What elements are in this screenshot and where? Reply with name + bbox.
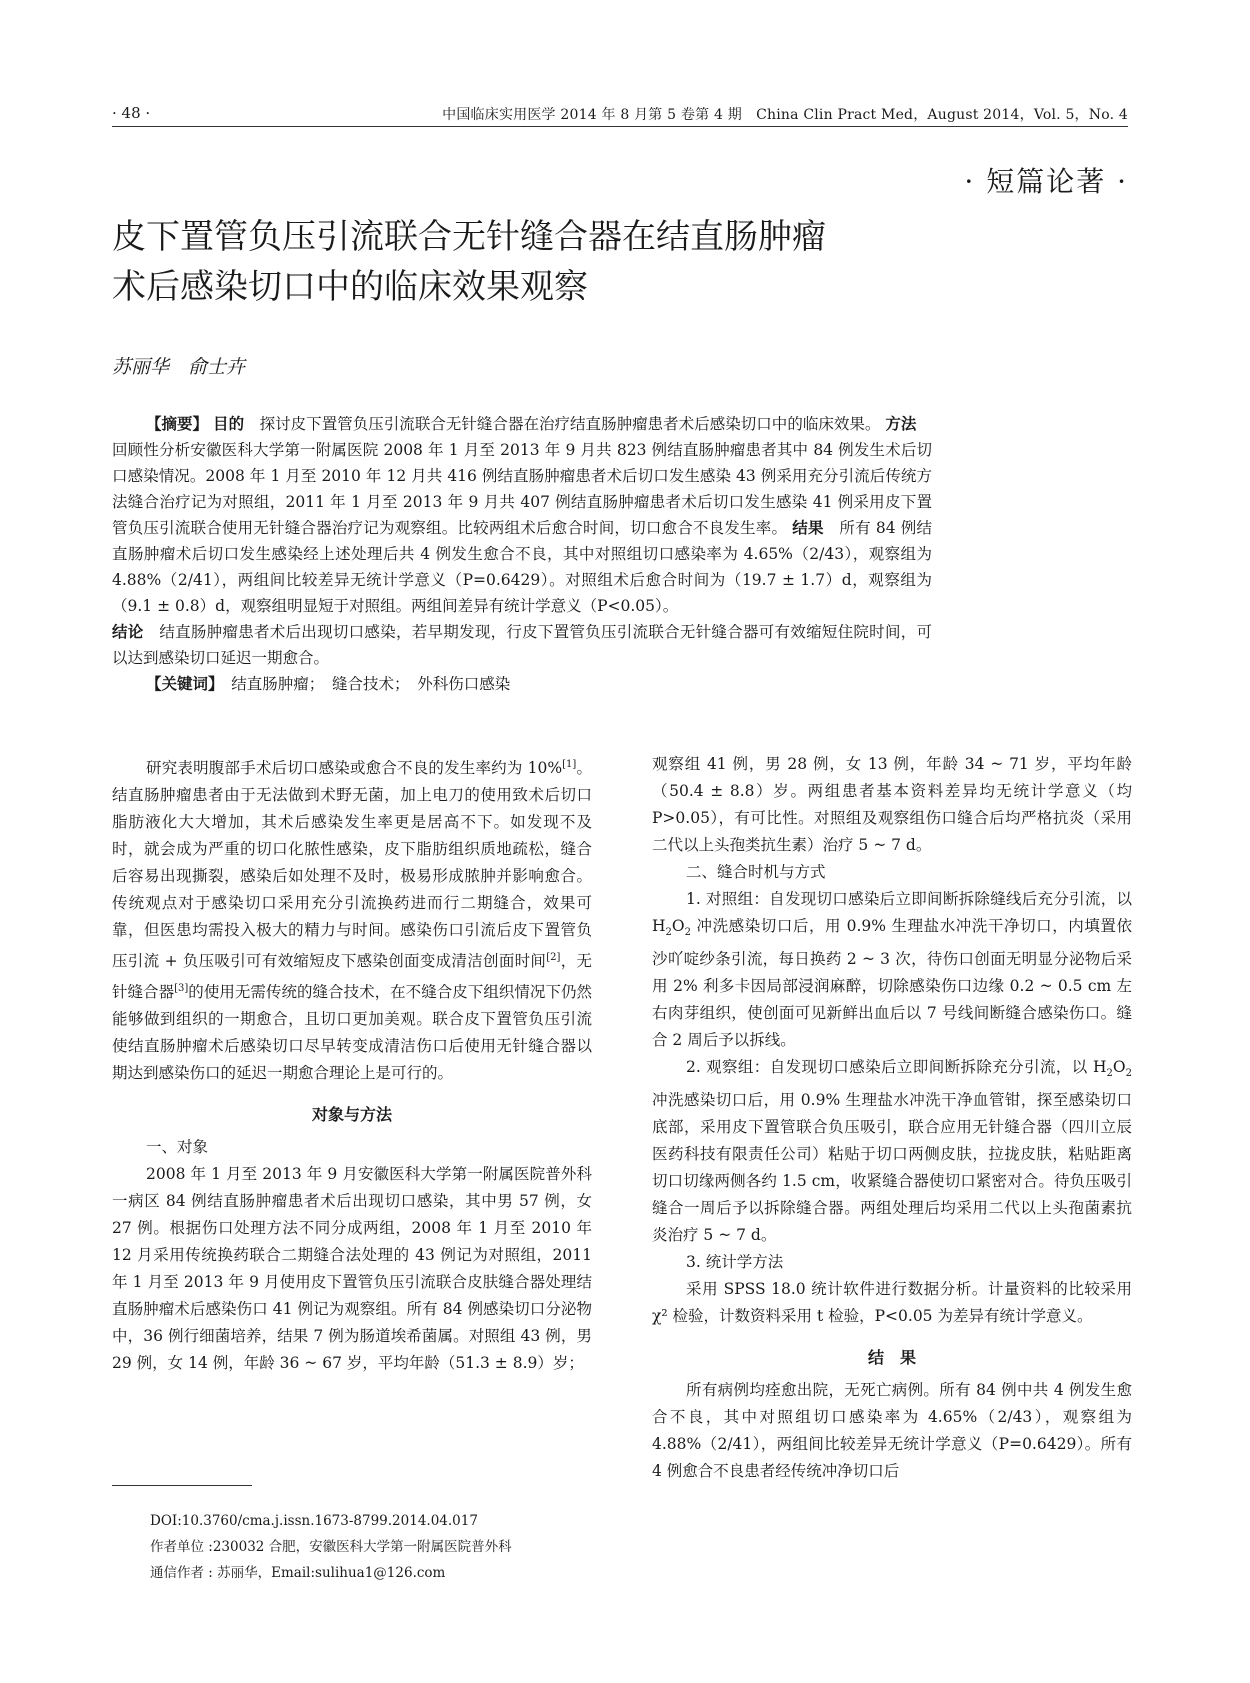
subscript: 2 [665,927,672,939]
methods-label: 方法 [885,415,917,433]
subjects-paragraph: 2008 年 1 月至 2013 年 9 月安徽医科大学第一附属医院普外科一病区 84 例结直肠肿瘤患者术后出现切口感染，其中男 57 例，女 27 例。根据伤口处理方法不同分成两组，2008 年 1 月至 2010 年 12 月采用传统换药联合二期缝合法处理的 43 例记为对照组，2011 年 1 月至 2013 年 9 月使用皮下置管负压引流联合皮肤缝合器处理结直肠肿瘤术后感染伤口 41 例记为观察组。所有 84 例感染切口分泌物中，36 例行细菌培养，结果 7 例为肠道埃希菌属。对照组 43 例，男 29 例，女 14 例，年龄 36 ~ 67 岁，平均年龄（51.3 ± 8.9）岁； [112,1165,592,1373]
abstract [112,411,932,697]
conclusion-label: 结论 [112,623,144,641]
doi: DOI:10.3760/cma.j.issn.1673-8799.2014.04.017 [150,1513,478,1529]
footnote-rule [112,1485,252,1486]
intro-paragraph [112,751,592,1087]
results-label: 结果 [792,519,824,537]
ref-3: [3] [174,983,189,995]
section-heading-methods: 对象与方法 [311,1105,392,1125]
section-heading-results: 结 果 [867,1348,916,1368]
column-tag: · 短篇论著 · [964,165,1128,198]
footnotes [150,1508,512,1586]
intro-text-b: 。结直肠肿瘤患者由于无法做到术野无菌，加上电刀的使用致术后切口脂肪液化大大增加，其术后感染发生率更是居高不下。如发现不及时，就会成为严重的切口化脓性感染，皮下脂肪组织质地疏松，缝合后容易出现撕裂，感染后如处理不及时，极易形成脓肿并影响愈合。传统观点对于感染切口采用充分引流换药进而行二期缝合，效果可靠，但医患均需投入极大的精力与时间。感染伤口引流后皮下置管负压引流 + 负压吸引可有效缩短皮下感染创面变成清洁创面时间 [112,759,592,971]
oxygen-symbol: O [1112,1058,1126,1077]
subsection-heading-subjects: 一、对象 [146,1138,209,1157]
control-text-b: 冲洗感染切口后，用 0.9% 生理盐水冲洗干净切口，内填置依沙吖啶纱条引流，每日换药 2 ~ 3 次，待伤口创面无明显分泌物后采用 2% 利多卡因局部浸润麻醉，切除感染伤口边缘 0.2 ~ 0.5 cm 左右肉芽组织，使创面可见新鲜出血后以 7 号线间断缝合感染伤口。缝合 2 周后予以拆线。 [652,917,1132,1050]
objective-text: 探讨皮下置管负压引流联合无针缝合器在治疗结直肠肿瘤患者术后感染切口中的临床效果。 [244,415,881,433]
body-column-left [112,751,592,1377]
ref-2: [2] [546,952,561,964]
journal-info: 中国临床实用医学 2014 年 8 月第 5 卷第 4 期 China Clin Pract Med，August 2014，Vol. 5，No. 4 [442,107,1128,123]
subscript: 2 [1125,1068,1132,1080]
title-line-1: 皮下置管负压引流联合无针缝合器在结直肠肿瘤 [112,217,826,257]
intro-text-c: ，无针缝合器 [112,952,592,1002]
title-line-2: 术后感染切口中的临床效果观察 [112,267,588,307]
body-column-right [652,751,1132,1485]
authors: 苏丽华 俞士卉 [112,356,246,378]
methods-text: 回顾性分析安徽医科大学第一附属医院 2008 年 1 月至 2013 年 9 月共 823 例结直肠肿瘤患者其中 84 例发生术后切口感染情况。2008 年 1 月至 2010 年 12 月共 416 例结直肠肿瘤患者术后切口发生感染 43 例采用充分引流后传统方法缝合治疗记为对照组，2011 年 1 月至 2013 年 9 月共 407 例结直肠肿瘤患者术后切口发生感染 41 例采用皮下置管负压引流联合使用无针缝合器治疗记为观察组。比较两组术后愈合时间，切口愈合不良发生率。 [112,415,932,537]
results-text: 所有 84 例结直肠肿瘤术后切口发生感染经上述处理后共 4 例发生愈合不良，其中对照组切口感染率为 4.65%（2/43），观察组为 4.88%（2/41），两组间比较差异无统计学意义（P=0.6429）。对照组术后愈合时间为（19.7 ± 1.7）d，观察组为（9.1 ± 0.8）d，观察组明显短于对照组。两组间差异有统计学意义（P<0.05）。 [112,519,932,615]
obs-text-a: 2. 观察组：自发现切口感染后立即间断拆除充分引流，以 H [686,1058,1107,1077]
intro-text-a: 研究表明腹部手术后切口感染或愈合不良的发生率约为 10% [146,759,563,778]
subsection-heading-stats: 3. 统计学方法 [686,1253,784,1272]
abstract-label: 【摘要】 [146,415,209,433]
control-group-paragraph [652,886,1132,1054]
oxygen-symbol: O [671,917,685,935]
conclusion-text: 结直肠肿瘤患者术后出现切口感染，若早期发现，行皮下置管负压引流联合无针缝合器可有效缩短住院时间，可以达到感染切口延迟一期愈合。 [112,623,932,667]
keywords-text: 结直肠肿瘤； 缝合技术； 外科伤口感染 [215,675,511,693]
observation-group-paragraph [652,1054,1132,1249]
stats-paragraph: 采用 SPSS 18.0 统计软件进行数据分析。计量资料的比较采用 χ² 检验，计数资料采用 t 检验，P<0.05 为差异有统计学意义。 [652,1280,1132,1326]
article-title [112,212,972,312]
subscript: 2 [1106,1068,1113,1080]
results-paragraph: 所有病例均痊愈出院，无死亡病例。所有 84 例中共 4 例发生愈合不良，其中对照组切口感染率为 4.65%（2/43），观察组为 4.88%（2/41），两组间比较差异无统计学意义（P=0.6429）。所有 4 例愈合不良患者经传统冲净切口后 [652,1381,1132,1481]
abstract-body [112,411,932,619]
subsection-heading-suture: 二、缝合时机与方式 [686,863,826,881]
page-number: · 48 · [112,104,151,122]
control-text-a: 1. 对照组：自发现切口感染后立即间断拆除缝线后充分引流，以 H [652,890,1132,935]
objective-label: 目的 [213,415,245,433]
ref-1: [1] [562,759,577,770]
affiliation: 作者单位 :230032 合肥，安徽医科大学第一附属医院普外科 [150,1539,512,1555]
keywords [112,671,932,697]
keywords-label: 【关键词】 [146,675,216,693]
header-rule [112,126,1128,127]
intro-text-d: 的使用无需传统的缝合技术，在不缝合皮下组织情况下仍然能够做到组织的一期愈合，且切口更加美观。联合皮下置管负压引流使结直肠肿瘤术后感染切口尽早转变成清洁伤口后使用无针缝合器以期达到感染伤口的延迟一期愈合理论上是可行的。 [112,983,592,1083]
correspondence: 通信作者 : 苏丽华，Email:sulihua1@126.com [150,1565,446,1581]
subjects-continued: 观察组 41 例，男 28 例，女 13 例，年龄 34 ~ 71 岁，平均年龄（50.4 ± 8.8）岁。两组患者基本资料差异均无统计学意义（均 P>0.05），有可比性。对照组及观察组伤口缝合后均严格抗炎（采用二代以上头孢类抗生素）治疗 5 ~ 7 d。 [652,755,1132,854]
subscript: 2 [684,927,691,939]
abstract-conclusion [112,619,932,671]
obs-text-b: 冲洗感染切口后，用 0.9% 生理盐水冲洗干净血管钳，探至感染切口底部，采用皮下置管联合负压吸引，联合应用无针缝合器（四川立辰医药科技有限责任公司）粘贴于切口两侧皮肤，拉拢皮肤，粘贴距离切口切缘两侧各约 1.5 cm，收紧缝合器使切口紧密对合。待负压吸引缝合一周后予以拆除缝合器。两组处理后均采用二代以上头孢菌素抗炎治疗 5 ~ 7 d。 [652,1091,1132,1245]
